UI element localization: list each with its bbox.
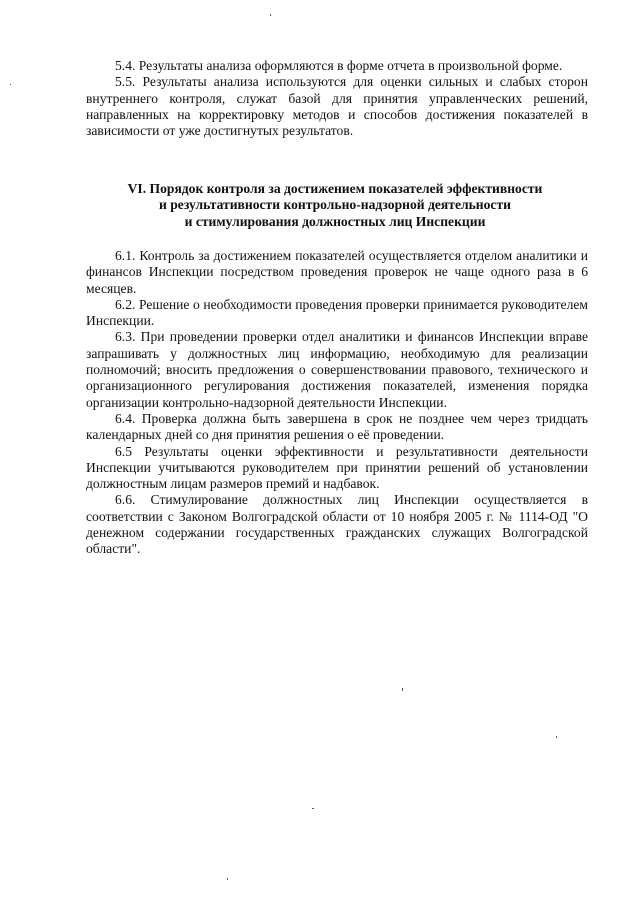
scan-speck <box>227 878 228 880</box>
paragraph-6-5: 6.5 Результаты оценки эффективности и результативности деятельности Инспекции учитываются руководителем при принятии решений об установлении должностным лицам размеров премий и надбавок. <box>86 443 588 492</box>
paragraph-6-1: 6.1. Контроль за достижением показателей осуществляется отделом аналитики и финансов Инспекции посредством проведения проверок не чаще одного раза в 6 месяцев. <box>86 248 588 296</box>
scan-speck <box>312 808 314 809</box>
paragraph-6-3: 6.3. При проведении проверки отдел аналитики и финансов Инспекции вправе запрашивать у должностных лиц информацию, необходимую для реализации полномочий; вносить предложения о совершенствовании правового, технического и организационного регулирования достижения показателей, изменения порядка организации контрольно-надзорной деятельности Инспекции. <box>86 329 588 410</box>
top-paragraphs <box>86 58 588 139</box>
section-paragraphs <box>86 248 588 558</box>
paragraph-6-6: 6.6. Стимулирование должностных лиц Инспекции осуществляется в соответствии с Законом Волгоградской области от 10 ноября 2005 г. № 1114-ОД "О денежном содержании государственных гражданских служащих Волгоградской области". <box>86 492 588 557</box>
scan-speck <box>10 84 11 85</box>
section-heading-line: VI. Порядок контроля за достижением показателей эффективности <box>127 181 543 196</box>
section-heading-line: и стимулирования должностных лиц Инспекции <box>184 213 486 229</box>
paragraph-6-4: 6.4. Проверка должна быть завершена в срок не позднее чем через тридцать календарных дней со дня принятия решения о её проведении. <box>86 410 588 443</box>
section-heading-line: и результативности контрольно-надзорной деятельности <box>159 197 511 213</box>
section-heading <box>60 181 610 230</box>
paragraph-5-5: 5.5. Результаты анализа используются для оценки сильных и слабых сторон внутреннего контроля, служат базой для принятия управленческих решений, направленных на корректировку методов и способов достижения показателей в зависимости от уже достигнутых результатов. <box>86 74 588 139</box>
scan-speck <box>556 736 557 738</box>
paragraph-6-2: 6.2. Решение о необходимости проведения проверки принимается руководителем Инспекции. <box>86 296 588 329</box>
scan-speck <box>270 14 271 16</box>
scan-speck <box>402 688 403 691</box>
paragraph-5-4: 5.4. Результаты анализа оформляются в форме отчета в произвольной форме. <box>115 58 563 73</box>
